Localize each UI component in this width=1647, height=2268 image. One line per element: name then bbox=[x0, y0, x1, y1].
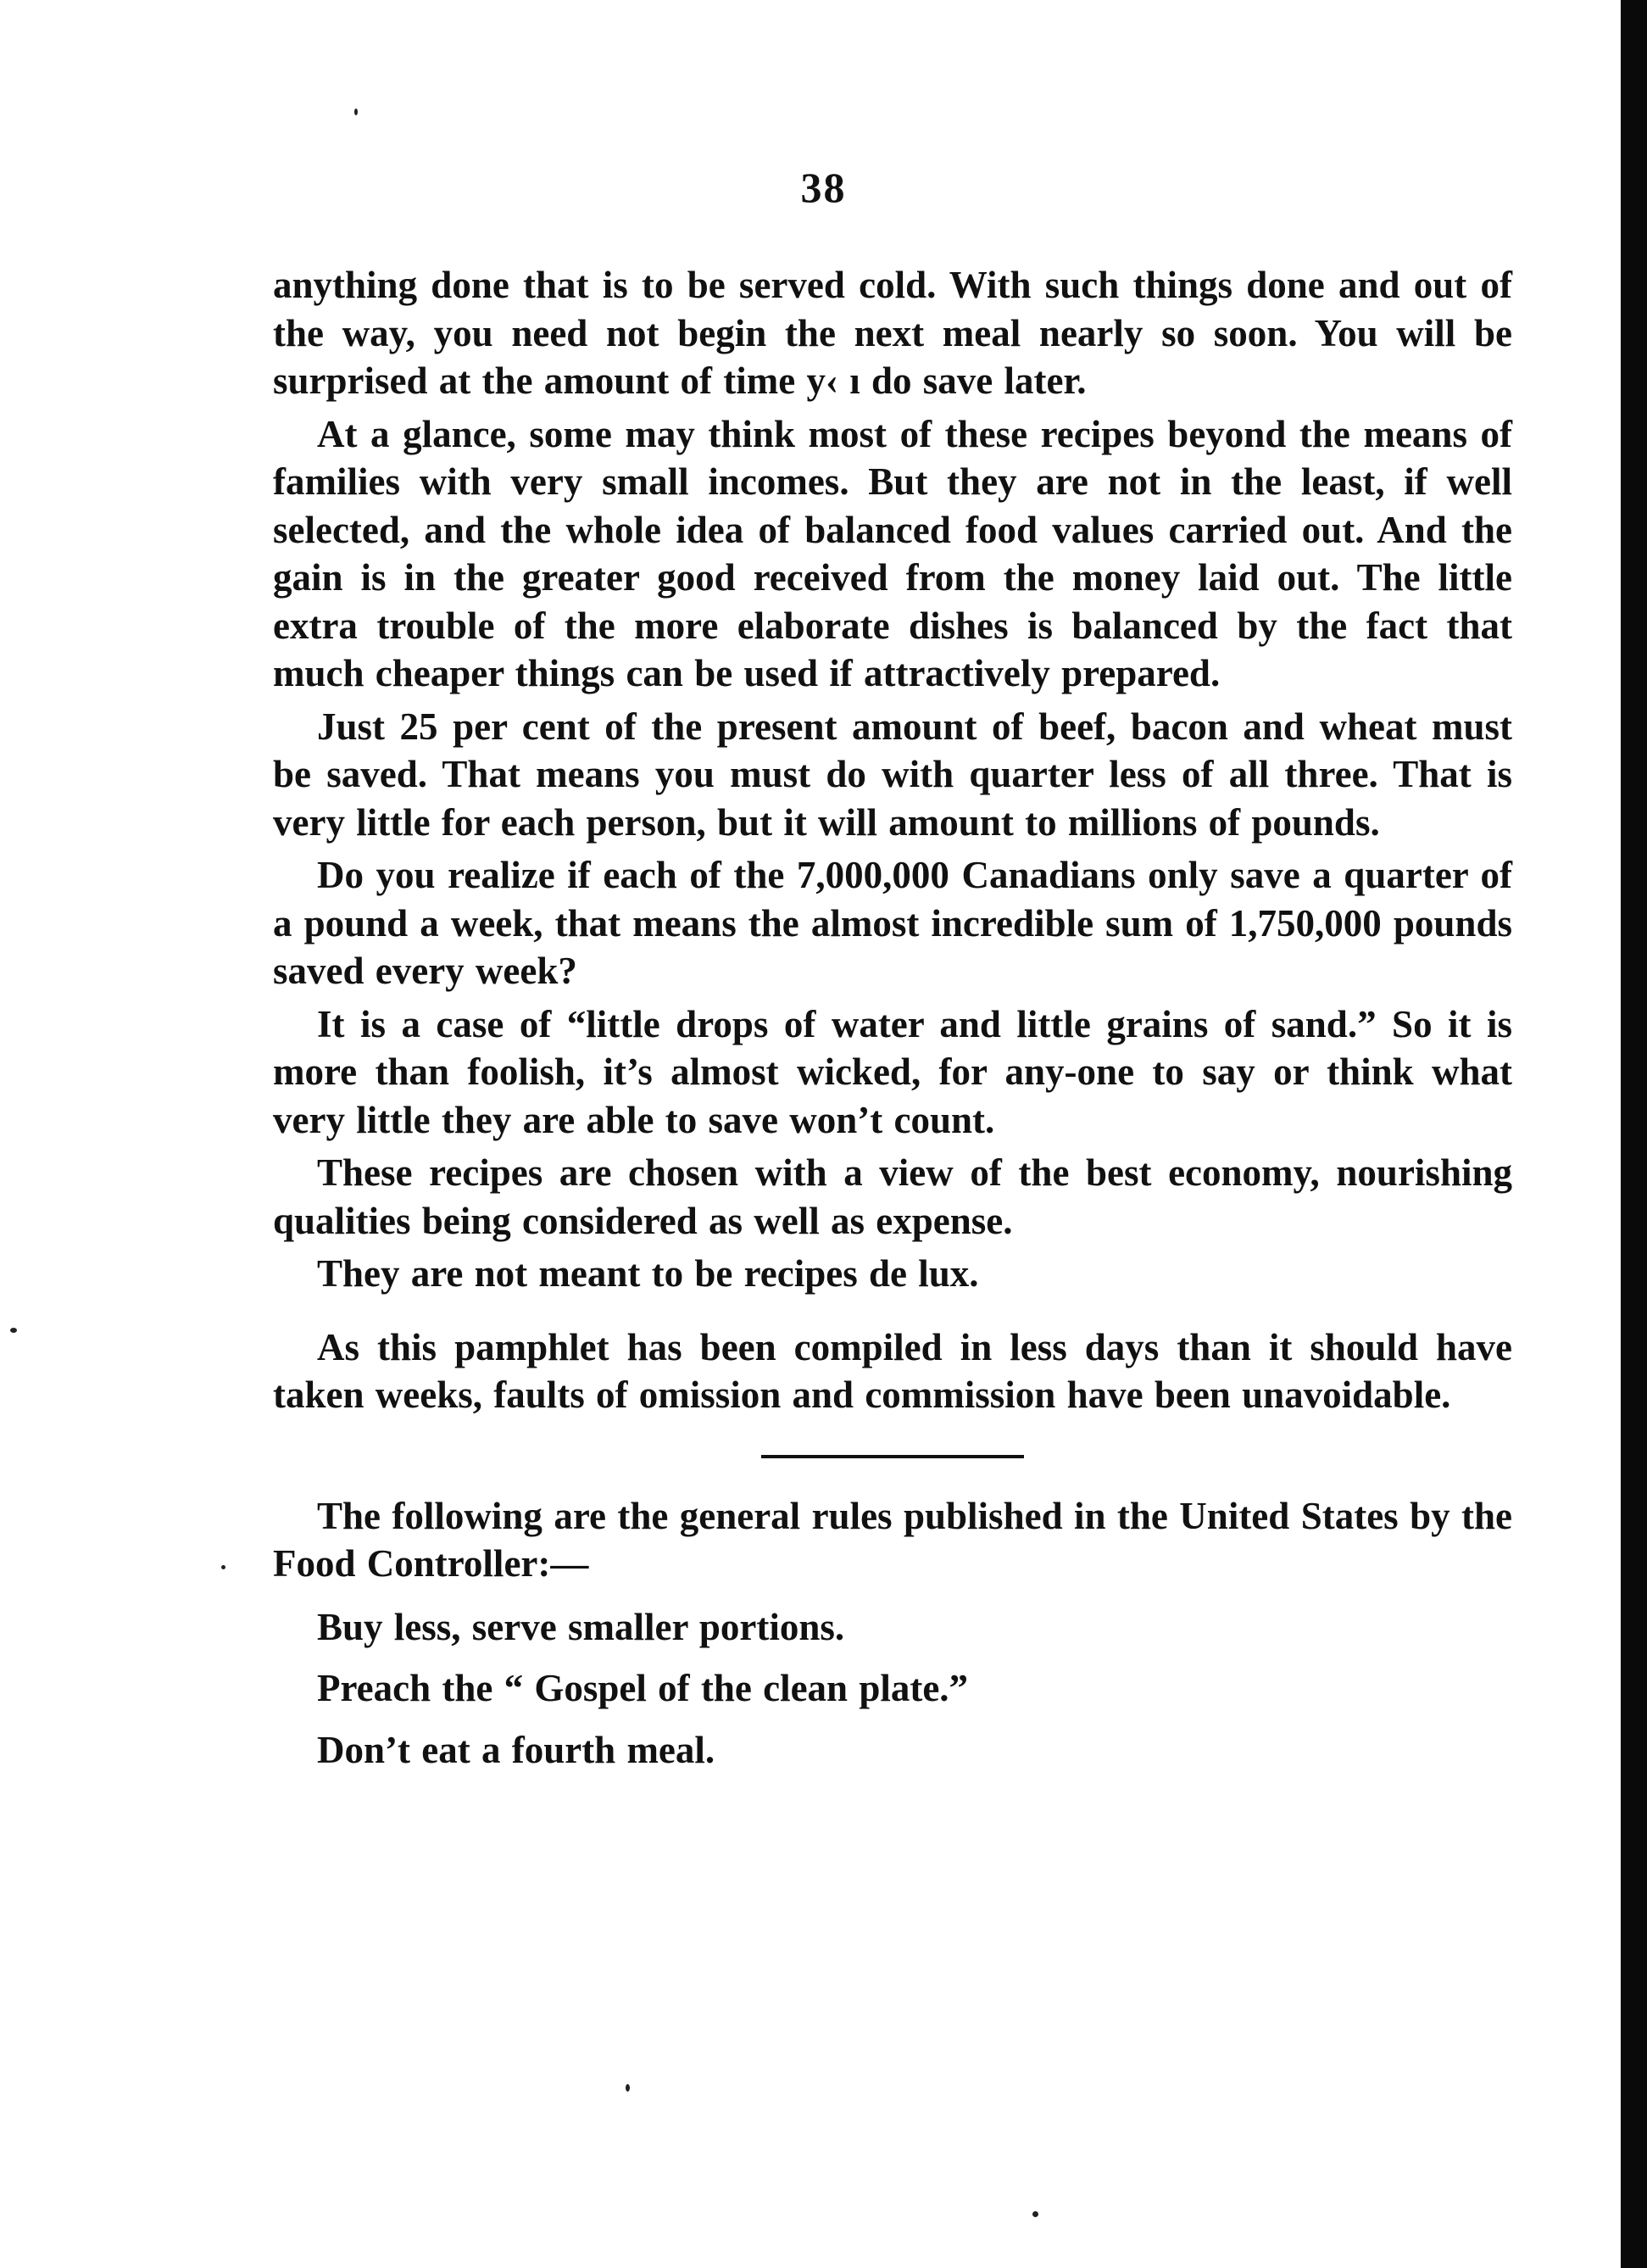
scan-speck bbox=[354, 109, 358, 115]
scan-edge-bar bbox=[1621, 0, 1647, 2268]
paragraph-little-drops: It is a case of “little drops of water and little grains of sand.” So it is more than foolish, it’s almost wicked, for any-one to say or think what very little they are able to save won’t count. bbox=[273, 1002, 1512, 1141]
paragraph-de-lux: They are not meant to be recipes de lux. bbox=[317, 1252, 979, 1295]
rule-item-buy-less: Buy less, serve smaller portions. bbox=[317, 1605, 845, 1648]
scan-speck bbox=[10, 1328, 17, 1333]
section-divider bbox=[761, 1455, 1024, 1458]
paragraph-economy: These recipes are chosen with a view of the best economy, nourishing qualities being considered as well as expense. bbox=[273, 1151, 1512, 1242]
scan-speck bbox=[1032, 2211, 1038, 2217]
rule-item-fourth-meal: Don’t eat a fourth meal. bbox=[317, 1728, 715, 1771]
page-number: 38 bbox=[800, 164, 847, 211]
paragraph-cold-dishes: anything done that is to be served cold. With such things done and out of the way, you need not begin the next meal nearly so soon. You will be surprised at the amount of time y‹ ı do save later. bbox=[273, 264, 1512, 402]
scan-speck bbox=[221, 1565, 225, 1569]
scan-speck bbox=[626, 2084, 630, 2092]
rule-item-clean-plate: Preach the “ Gospel of the clean plate.” bbox=[317, 1667, 969, 1709]
paragraph-pamphlet-note: As this pamphlet has been compiled in less days than it should have taken weeks, faults of omission and commission have been unavoidable. bbox=[273, 1325, 1512, 1416]
page-body bbox=[273, 261, 1512, 1787]
paragraph-recipes-cost: At a glance, some may think most of these recipes beyond the means of families with very small incomes. But they are not in the least, if well selected, and the whole idea of balanced food values carried out. And the gain is in the greater good received from the money laid out. The little extra trouble of the more elaborate dishes is balanced by the fact that much cheaper things can be used if attractively prepared. bbox=[273, 412, 1512, 694]
rules-intro: The following are the general rules published in the United States by the Food Controller:— bbox=[273, 1494, 1512, 1585]
paragraph-canadians: Do you realize if each of the 7,000,000 Canadians only save a quarter of a pound a week, that means the almost incredible sum of 1,750,000 pounds saved every week? bbox=[273, 854, 1512, 992]
paragraph-savings-percent: Just 25 per cent of the present amount of beef, bacon and wheat must be saved. That means you must do with quarter less of all three. That is very little for each person, but it will amount to millions of pounds. bbox=[273, 705, 1512, 844]
